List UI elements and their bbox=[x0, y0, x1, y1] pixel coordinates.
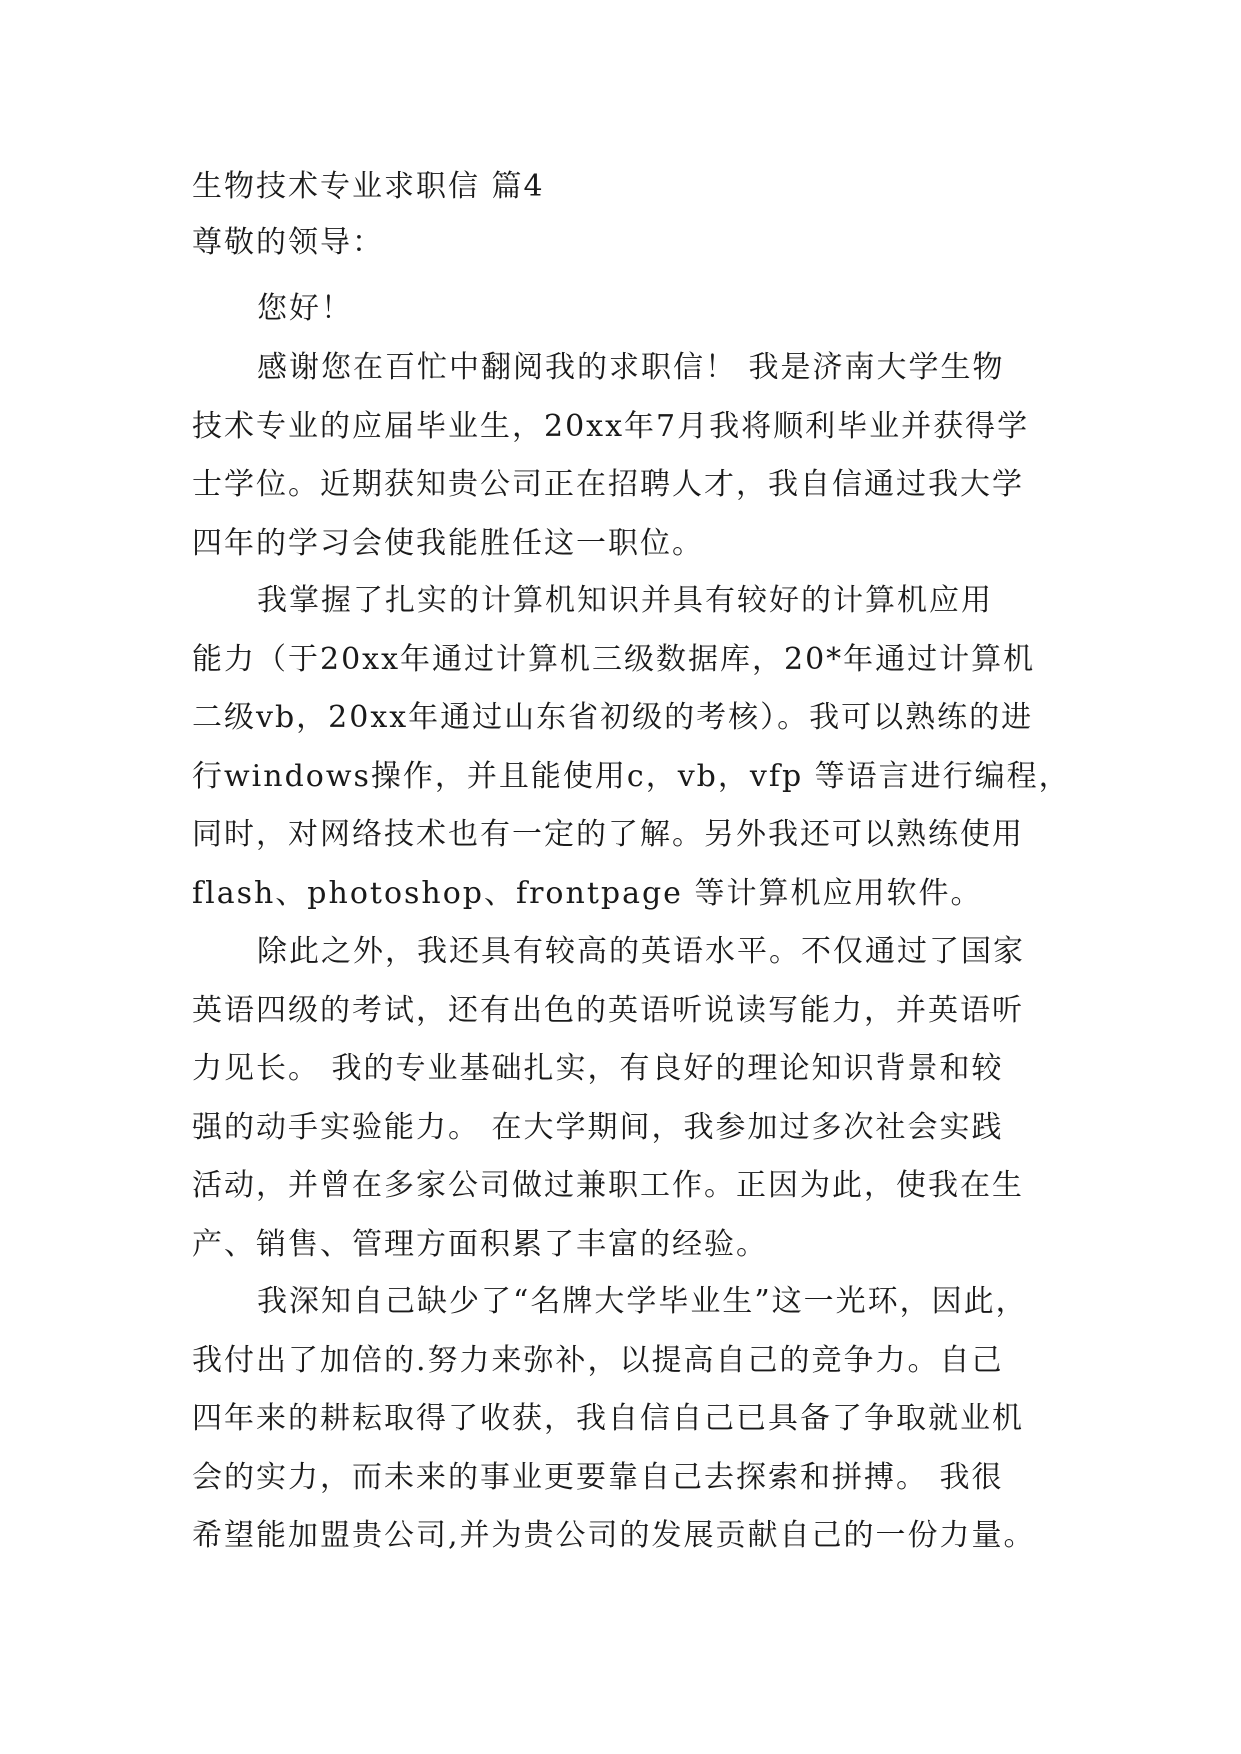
paragraph-line: 我付出了加倍的.努力来弥补，以提高自己的竞争力。自己 bbox=[192, 1342, 1004, 1378]
paragraph-line: 力见长。 我的专业基础扎实，有良好的理论知识背景和较 bbox=[192, 1051, 1004, 1086]
paragraph-line: 希望能加盟贵公司,并为贵公司的发展贡献自己的一份力量。 bbox=[192, 1518, 1036, 1553]
paragraph-english-and-experience bbox=[192, 923, 1072, 1274]
paragraph-line: 会的实力，而未来的事业更要靠自己去探索和拼搏。 我很 bbox=[192, 1459, 1004, 1495]
greeting: 您好！ bbox=[257, 291, 353, 326]
paragraph-line: 同时，对网络技术也有一定的了解。另外我还可以熟练使用 bbox=[192, 817, 1024, 852]
paragraph-computer-skills bbox=[192, 572, 1072, 923]
paragraph-line: 技术专业的应届毕业生，20xx年7月我将顺利毕业并获得学 bbox=[192, 408, 1030, 444]
paragraph-line: 活动，并曾在多家公司做过兼职工作。正因为此，使我在生 bbox=[192, 1168, 1024, 1203]
salutation: 尊敬的领导： bbox=[192, 225, 384, 260]
document-title: 生物技术专业求职信 篇4 bbox=[192, 169, 545, 204]
paragraph-line: 除此之外，我还具有较高的英语水平。不仅通过了国家 bbox=[257, 934, 1025, 969]
paragraph-line: 我深知自己缺少了“名牌大学毕业生”这一光环，因此， bbox=[257, 1284, 1028, 1319]
paragraph-line: 士学位。近期获知贵公司正在招聘人才，我自信通过我大学 bbox=[192, 467, 1024, 502]
paragraph-line: 四年来的耕耘取得了收获，我自信自己已具备了争取就业机 bbox=[192, 1401, 1024, 1436]
paragraph-closing bbox=[192, 1273, 1072, 1566]
paragraph-line: 行windows操作，并且能使用c，vb，vfp 等语言进行编程， bbox=[192, 758, 1071, 794]
paragraph-line: 二级vb，20xx年通过山东省初级的考核）。我可以熟练的进 bbox=[192, 700, 1034, 735]
paragraph-line: 能力（于20xx年通过计算机三级数据库，20*年通过计算机 bbox=[192, 641, 1036, 677]
paragraph-introduction bbox=[192, 339, 1072, 573]
paragraph-line: 产、销售、管理方面积累了丰富的经验。 bbox=[192, 1226, 768, 1262]
paragraph-line: 四年的学习会使我能胜任这一职位。 bbox=[192, 525, 704, 561]
paragraph-line: 英语四级的考试，还有出色的英语听说读写能力，并英语听 bbox=[192, 992, 1024, 1028]
paragraph-line: 感谢您在百忙中翻阅我的求职信！ 我是济南大学生物 bbox=[257, 350, 1005, 385]
paragraph-line: 我掌握了扎实的计算机知识并具有较好的计算机应用 bbox=[257, 583, 993, 618]
paragraph-line: 强的动手实验能力。 在大学期间，我参加过多次社会实践 bbox=[192, 1109, 1004, 1145]
paragraph-line: flash、photoshop、frontpage 等计算机应用软件。 bbox=[192, 875, 983, 911]
